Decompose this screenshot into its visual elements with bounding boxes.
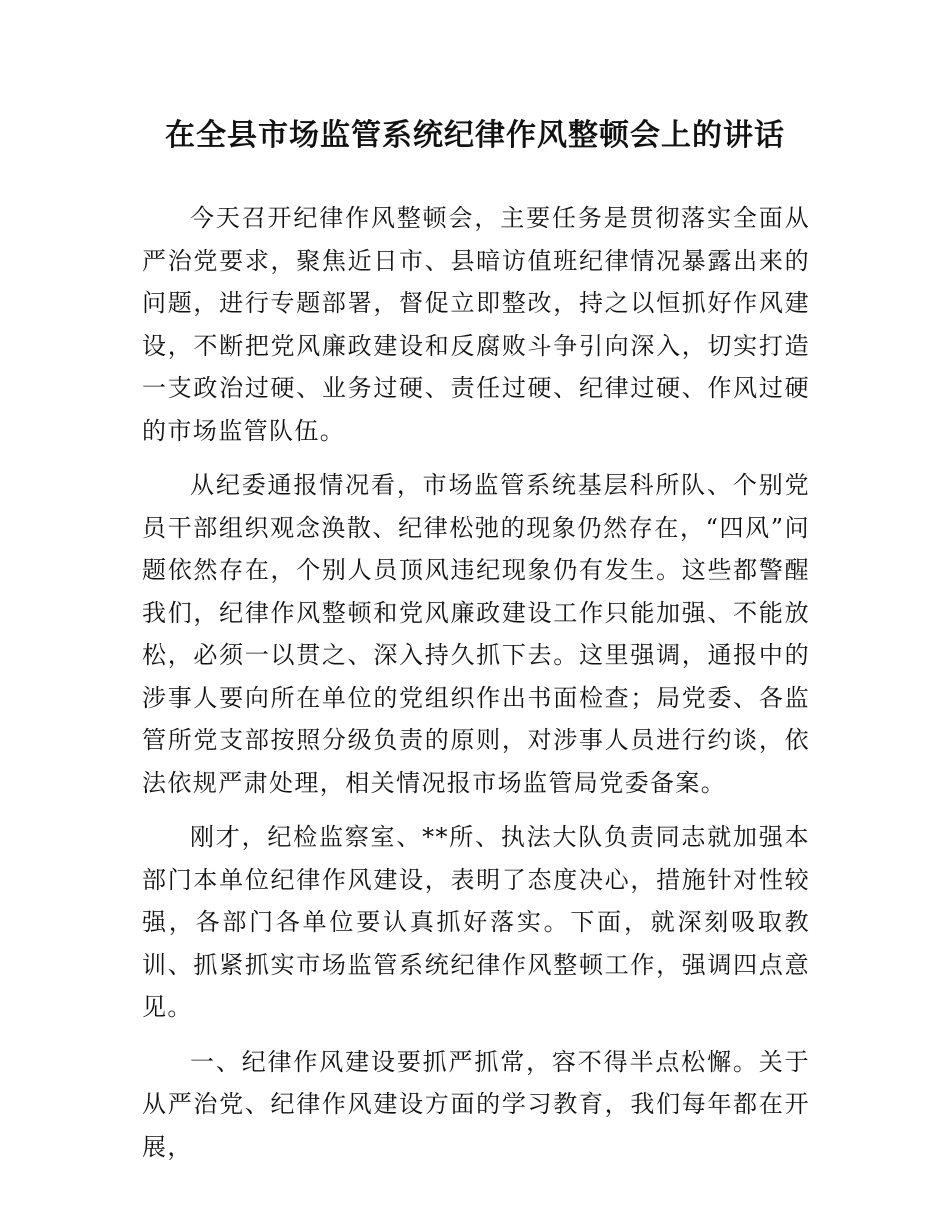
paragraph-4: 一、纪律作风建设要抓严抓常，容不得半点松懈。关于从严治党、纪律作风建设方面的学习教育，我们每年都在开展，: [142, 1047, 810, 1161]
paragraph-3: 刚才，纪检监察室、**所、执法大队负责同志就加强本部门本单位纪律作风建设，表明了态度决心，措施针对性较强，各部门各单位要认真抓好落实。下面，就深刻吸取教训、抓紧抓实市场监管系统纪律作风整顿工作，强调四点意见。: [142, 823, 810, 1021]
paragraph-2: 从纪委通报情况看，市场监管系统基层科所队、个别党员干部组织观念涣散、纪律松弛的现象仍然存在，“四风”问题依然存在，个别人员顶风违纪现象仍有发生。这些都警醒我们，纪律作风整顿和党风廉政建设工作只能加强、不能放松，必须一以贯之、深入持久抓下去。这里强调，通报中的涉事人要向所在单位的党组织作出书面检查；局党委、各监管所党支部按照分级负责的原则，对涉事人员进行约谈，依法依规严肃处理，相关情况报市场监管局党委备案。: [142, 471, 810, 797]
document-body: [142, 197, 810, 1180]
document-title: 在全县市场监管系统纪律作风整顿会上的讲话: [165, 118, 785, 153]
paragraph-1: 今天召开纪律作风整顿会，主要任务是贯彻落实全面从严治党要求，聚焦近日市、县暗访值班纪律情况暴露出来的问题，进行专题部署，督促立即整改，持之以恒抓好作风建设，不断把党风廉政建设和反腐败斗争引向深入，切实打造一支政治过硬、业务过硬、责任过硬、纪律过硬、作风过硬的市场监管队伍。: [142, 204, 810, 445]
